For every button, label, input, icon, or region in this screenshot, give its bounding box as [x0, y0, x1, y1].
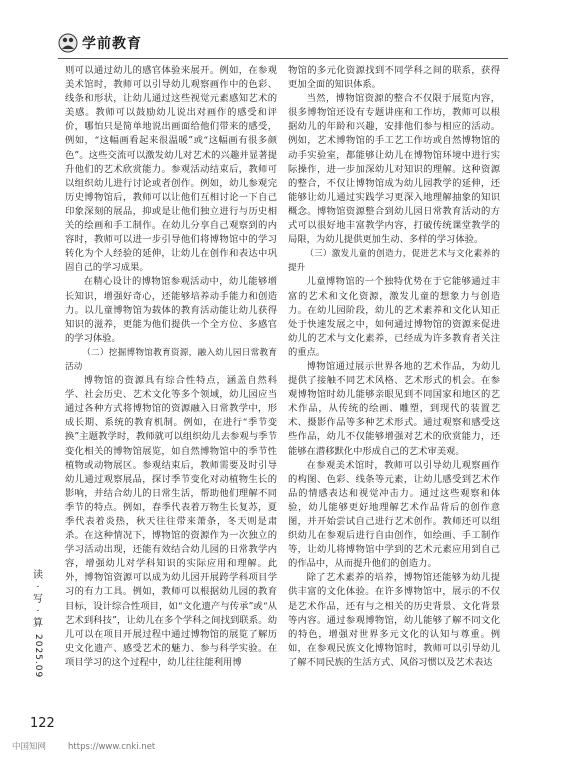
paragraph: 除了艺术素养的培养，博物馆还能够为幼儿提供丰富的文化体验。在许多博物馆中，展示的不仅是艺术作品，还有与之相关的历史背景、文化背景等内容。通过参观博物馆，幼儿能够了解不同文化的特色，增强对世界多元文化的认知与尊重。例如，在参观民族文化博物馆时，教师可以引导幼儿了解不同民族的生活方式、风俗习惯以及艺术表达 [288, 572, 500, 668]
paragraph: 博物馆的资源具有综合性特点，涵盖自然科学、社会历史、艺术文化等多个领域，幼儿园应当通过各种方式将博物馆的资源融入日常教学中，形成长期、系统的教育机制。例如，在进行“季节变换”主题教学时，教师就可以组织幼儿去参观与季节变化相关的博物馆展览，如自然博物馆中的季节性植物或动物展区。参观结束后，教师需要及时引导幼儿通过观察展品，探讨季节变化对动植物生长的影响，并结合幼儿的日常生活，帮助他们理解不同季节的特点。例如，春季代表着万物生长复苏，夏季代表着炎热，秋天往往带来萧条，冬天则是肃杀。在这种情况下，博物馆的资源作为一次独立的学习活动出现，还能有效结合幼儿园的日常教学内容，增强幼儿对学科知识的实际应用和理解。此外，博物馆资源可以成为幼儿园开展跨学科项目学习的有力工具。例如，教师可以根据幼儿园的教育目标，设计综合性项目，如“文化遗产与传承”或“从艺术到科技”，让幼儿在多个学科之间找到联系。幼儿可以在项目开展过程中通过博物馆的展览了解历史文化遗产、感受艺术的魅力、参与科学实验。在项目学习的这个过程中，幼儿往往能利用博 [65, 375, 277, 668]
section-heading: （三）激发儿童的创造力，促进艺术与文化素养的提升 [288, 249, 500, 274]
header-divider [58, 58, 508, 59]
footer-watermark [12, 740, 155, 752]
journal-header [58, 32, 142, 54]
paragraph: 则可以通过幼儿的感官体验来展开。例如，在参观美术馆时，教师可以引导幼儿观察画作中的色彩、线条和形状，让幼儿通过这些视觉元素感知艺术的美感。教师可以鼓励幼儿说出对画作的感受和评价，哪怕只是简单地说出画面给他们带来的感受，例如，“这幅画看起来很温暖”或“这幅画有很多颜色”。这些交流可以激发幼儿对艺术的兴趣并显著提升他们的艺术欣赏能力。参观活动结束后，教师可以组织幼儿进行讨论或者创作。例如，幼儿参观完历史博物馆后，教师可以让他们互相讨论一下自己印象深刻的展品，抑或是让他们独立进行与历史相关的绘画和手工制作。在幼儿分享自己观察到的内容时，教师可以进一步引导他们将博物馆中的学习转化为个人经验的延伸，让幼儿在创作和表达中巩固自己的学习成果。 [65, 65, 277, 274]
footer-site: 中国知网 [12, 742, 47, 752]
journal-logo-icon [58, 33, 78, 53]
paragraph: 儿童博物馆的一个独特优势在于它能够通过丰富的艺术和文化资源，激发儿童的想象力与创造力。在幼儿园阶段，幼儿的艺术素养和文化认知正处于快速发展之中，如何通过博物馆的资源来促进幼儿的艺术与文化素养，已经成为许多教育者关注的重点。 [288, 276, 500, 358]
journal-title: 学前教育 [82, 36, 142, 52]
paragraph: 物馆的多元化资源找到不同学科之间的联系，获得更加全面的知识体系。 [288, 65, 500, 91]
paragraph: 在参观美术馆时，教师可以引导幼儿观察画作的构图、色彩、线条等元素，让幼儿感受到艺术作品的情感表达和视觉冲击力。通过这些观察和体验，幼儿能够更好地理解艺术作品背后的创作意图，并开始尝试自己进行艺术创作。教师还可以组织幼儿在参观后进行自由创作，如绘画、手工制作等，让幼儿将博物馆中学到的艺术元素应用到自己的作品中，从而提升他们的创造力。 [288, 459, 500, 570]
side-label [30, 570, 46, 678]
paragraph: 当然，博物馆资源的整合不仅限于展览内容，很多博物馆还设有专题讲座和工作坊，教师可以根据幼儿的年龄和兴趣，安排他们参与相应的活动。例如，艺术博物馆的手工艺工作坊或自然博物馆的动手实验室，都能够让幼儿在博物馆环境中进行实际操作，进一步加深幼儿对知识的理解。这种资源的整合，不仅让博物馆成为幼儿园教学的延伸，还能够让幼儿通过实践学习更深入地理解抽象的知识概念。博物馆资源整合到幼儿园日常教育活动的方式可以很好地丰富教学内容，打破传统课堂教学的局限，为幼儿提供更加生动、多样的学习体验。 [288, 93, 500, 246]
side-char: · [36, 606, 40, 617]
side-char: 读 [33, 570, 43, 581]
issue-date: 2025.09 [33, 634, 43, 679]
footer-url: https://www.cnki.net [68, 742, 156, 752]
right-column [288, 64, 500, 670]
section-heading: （二）挖掘博物馆教育资源，融入幼儿园日常教育活动 [65, 347, 277, 372]
side-char: 算 [33, 618, 43, 629]
paragraph: 博物馆通过展示世界各地的艺术作品，为幼儿提供了接触不同艺术风格、艺术形式的机会。在参观博物馆时幼儿能够亲眼见到不同国家和地区的艺术作品，从传统的绘画、雕塑，到现代的装置艺术、摄影作品等多种艺术形式。通过观察和感受这些作品，幼儿不仅能够增强对艺术的欣赏能力，还能够在潜移默化中形成自己的艺术审美观。 [288, 360, 500, 457]
left-column [65, 64, 277, 670]
page-number: 122 [30, 716, 55, 731]
side-char: · [36, 582, 40, 593]
side-char: 写 [33, 594, 43, 605]
paragraph: 在精心设计的博物馆参观活动中，幼儿能够增长知识，增强好奇心，还能够培养动手能力和创造力。以儿童博物馆为载体的教育活动能让幼儿获得知识的滋养，更能为他们提供一个全方位、多感官的学习体验。 [65, 276, 277, 344]
